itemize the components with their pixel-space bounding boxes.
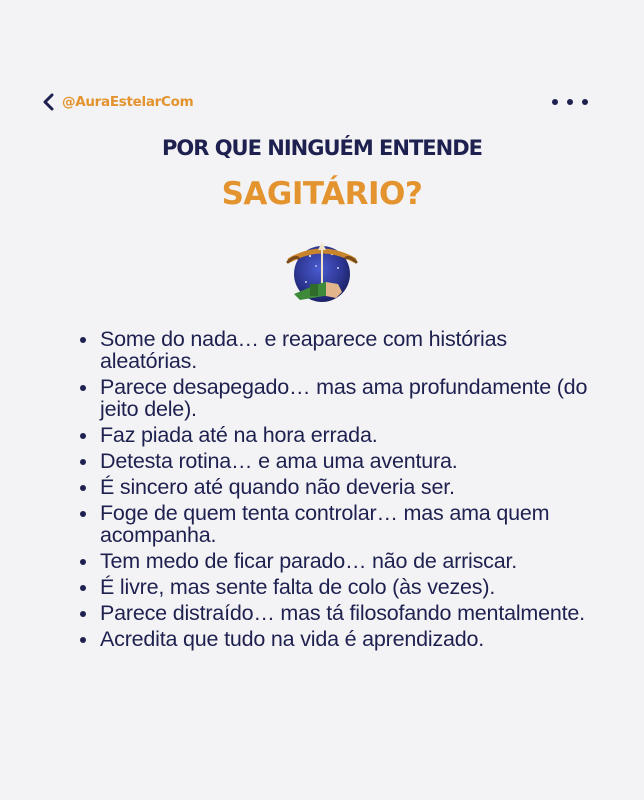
- list-item: É sincero até quando não deveria ser.: [74, 476, 604, 498]
- more-dot: [567, 99, 573, 105]
- profile-link[interactable]: [40, 91, 193, 113]
- list-item: Acredita que tudo na vida é aprendizado.: [74, 628, 604, 650]
- more-dot: [582, 99, 588, 105]
- list-item: Parece desapegado… mas ama profundamente (do jeito dele).: [74, 376, 604, 420]
- list-item: Some do nada… e reaparece com histórias aleatórias.: [74, 328, 604, 372]
- list-item: Faz piada até na hora errada.: [74, 424, 604, 446]
- account-handle[interactable]: @AuraEstelarCom: [62, 94, 194, 110]
- list-item: Tem medo de ficar parado… não de arriscar.: [74, 550, 604, 572]
- list-item: Parece distraído… mas tá filosofando mentalmente.: [74, 602, 604, 624]
- sagittarius-archer-icon: [280, 238, 364, 310]
- traits-list: [74, 328, 604, 654]
- list-item: Detesta rotina… e ama uma aventura.: [74, 450, 604, 472]
- list-item: É livre, mas sente falta de colo (às vezes).: [74, 576, 604, 598]
- title-sign: SAGITÁRIO?: [221, 176, 423, 212]
- list-item: Foge de quem tenta controlar… mas ama quem acompanha.: [74, 502, 604, 546]
- post-header: [40, 88, 588, 116]
- chevron-left-icon[interactable]: [40, 91, 56, 113]
- more-options-icon[interactable]: [552, 99, 588, 105]
- title-question: POR QUE NINGUÉM ENTENDE: [161, 136, 483, 160]
- more-dot: [552, 99, 558, 105]
